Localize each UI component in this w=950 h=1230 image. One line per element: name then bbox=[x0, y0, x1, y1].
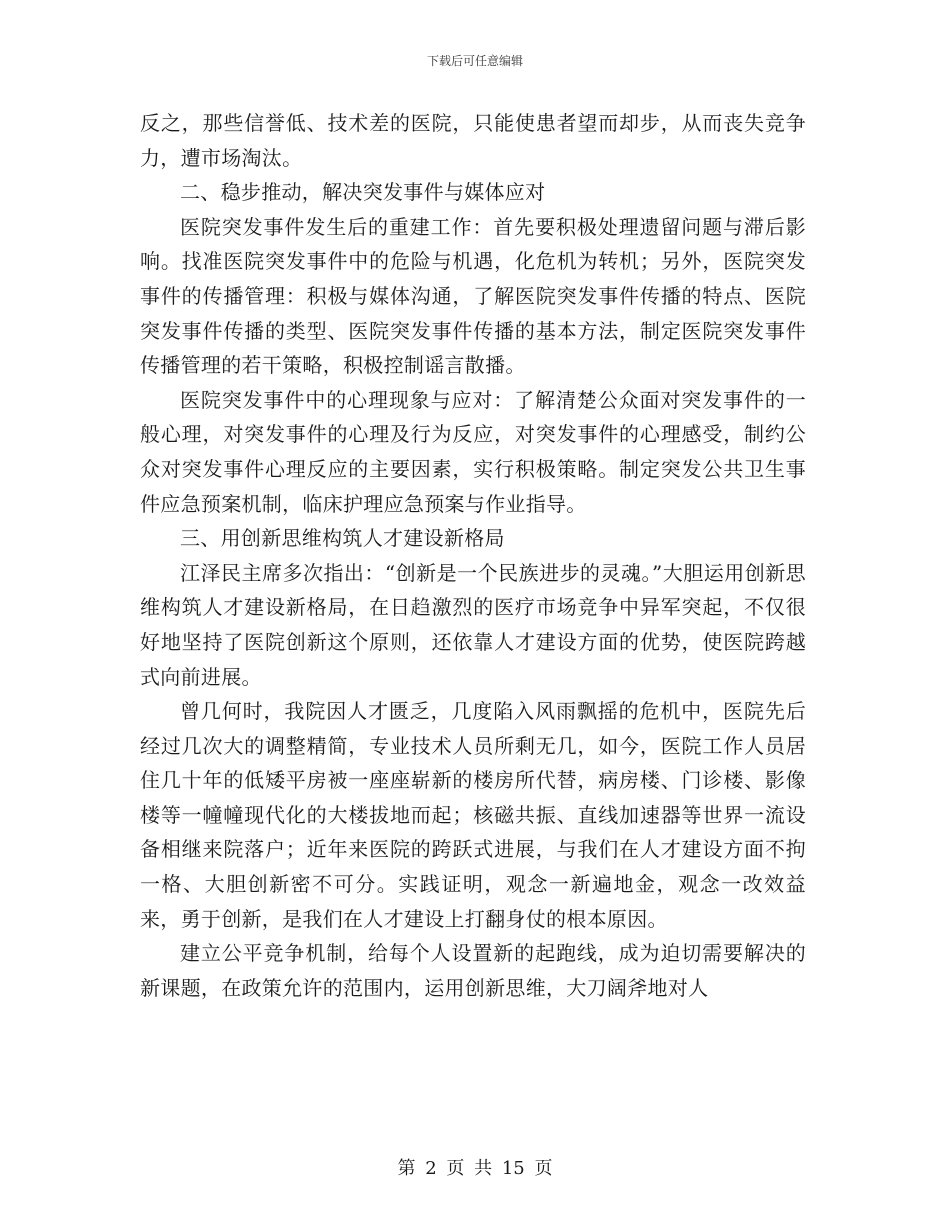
page-footer: 第 2 页 共 15 页 bbox=[397, 1158, 553, 1179]
page-header: 下载后可任意编辑 bbox=[426, 54, 523, 68]
section-heading-3: 三、用创新思维构筑人才建设新格局 bbox=[180, 526, 505, 551]
paragraph-1: 反之，那些信誉低、技术差的医院，只能使患者望而却步，从而丧失竞争力，遭市场淘汰。 bbox=[140, 111, 806, 170]
document-body bbox=[140, 106, 806, 1005]
paragraph-8: 建立公平竞争机制，给每个人设置新的起跑线，成为迫切需要解决的新课题，在政策允许的范围内，运用创新思维，大刀阔斧地对人 bbox=[140, 941, 806, 1000]
paragraph-3: 医院突发事件发生后的重建工作：首先要积极处理遗留问题与滞后影响。找准医院突发事件中的危险与机遇，化危机为转机；另外，医院突发事件的传播管理：积极与媒体沟通，了解医院突发事件传播的特点、医院突发事件传播的类型、医院突发事件传播的基本方法，制定医院突发事件传播管理的若干策略，积极控制谣言散播。 bbox=[140, 214, 806, 378]
section-heading-2: 二、稳步推动，解决突发事件与媒体应对 bbox=[180, 180, 546, 205]
paragraph-4: 医院突发事件中的心理现象与应对：了解清楚公众面对突发事件的一般心理，对突发事件的心理及行为反应，对突发事件的心理感受，制约公众对突发事件心理反应的主要因素，实行积极策略。制定突发公共卫生事件应急预案机制，临床护理应急预案与作业指导。 bbox=[140, 387, 806, 516]
paragraph-7: 曾几何时，我院因人才匮乏，几度陷入风雨飘摇的危机中，医院先后经过几次大的调整精简，专业技术人员所剩无几，如今，医院工作人员居住几十年的低矮平房被一座座崭新的楼房所代替，病房楼、门诊楼、影像楼等一幢幢现代化的大楼拔地而起；核磁共振、直线加速器等世界一流设备相继来院落户；近年来医院的跨跃式进展，与我们在人才建设方面不拘一格、大胆创新密不可分。实践证明，观念一新遍地金，观念一改效益来，勇于创新，是我们在人才建设上打翻身仗的根本原因。 bbox=[140, 699, 806, 931]
paragraph-6: 江泽民主席多次指出：“创新是一个民族进步的灵魂。”大胆运用创新思维构筑人才建设新格局，在日趋激烈的医疗市场竞争中异军突起，不仅很好地坚持了医院创新这个原则，还依靠人才建设方面的优势，使医院跨越式向前进展。 bbox=[140, 560, 806, 689]
